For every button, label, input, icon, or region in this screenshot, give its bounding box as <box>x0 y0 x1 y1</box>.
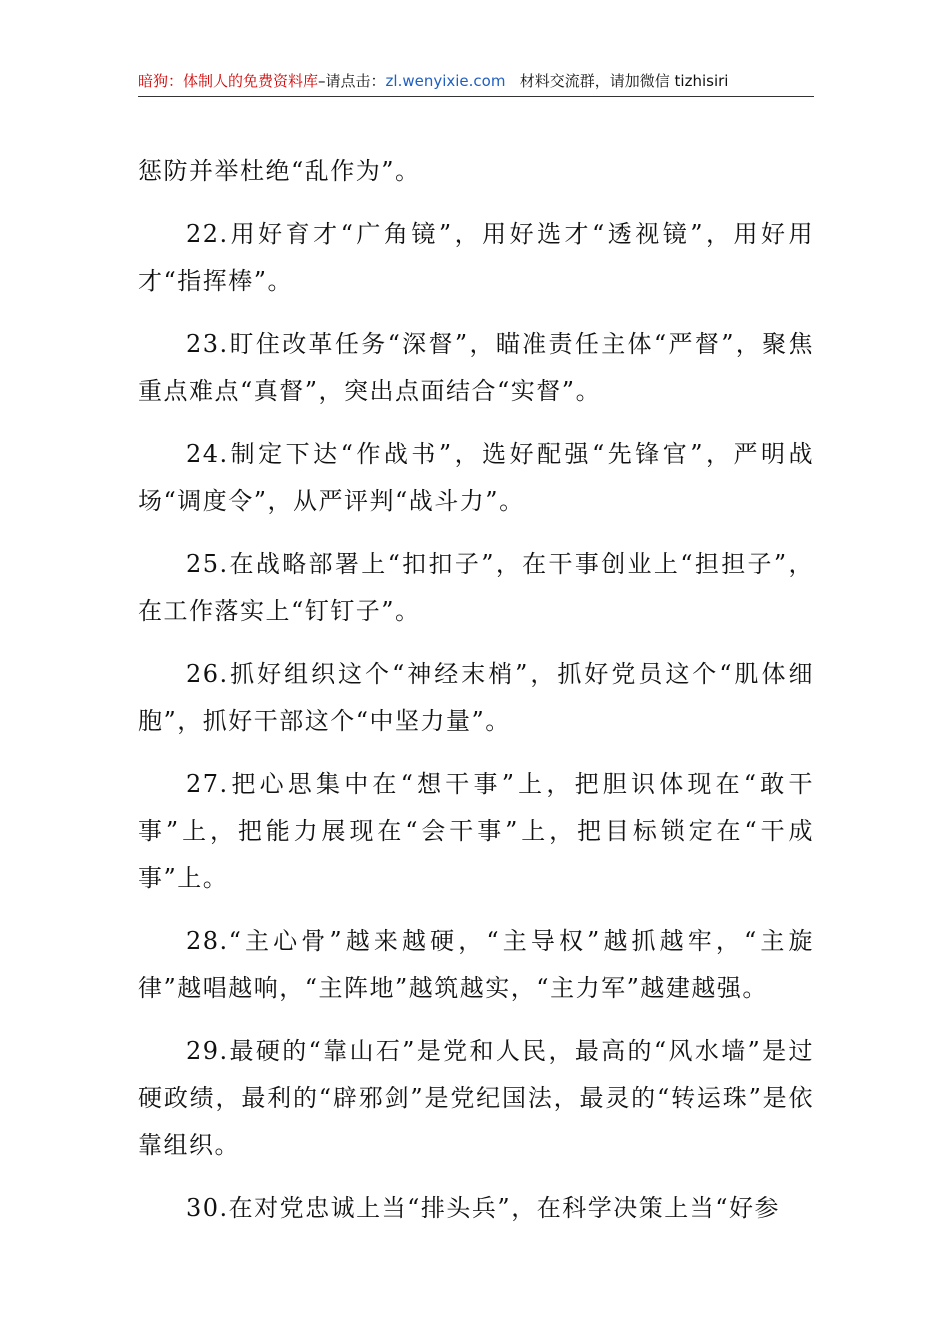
paragraph-23: 23.盯住改革任务“深督”，瞄准责任主体“严督”，聚焦重点难点“真督”，突出点面结合“实督”。 <box>138 330 814 405</box>
header-link-prefix: –请点击： <box>318 72 386 90</box>
paragraph-27: 27.把心思集中在“想干事”上，把胆识体现在“敢干事”上，把能力展现在“会干事”上，把目标锁定在“干成事”上。 <box>138 770 814 892</box>
header-wechat-note: 材料交流群，请加微信 tizhisiri <box>519 72 729 90</box>
header-link[interactable]: zl.wenyixie.com <box>385 72 506 90</box>
paragraph-22: 22.用好育才“广角镜”，用好选才“透视镜”，用好用才“指挥棒”。 <box>138 220 814 295</box>
paragraph-25: 25.在战略部署上“扣扣子”，在干事创业上“担担子”，在工作落实上“钉钉子”。 <box>138 550 814 625</box>
paragraph-continued: 惩防并举杜绝“乱作为”。 <box>138 157 421 185</box>
paragraph-24: 24.制定下达“作战书”，选好配强“先锋官”，严明战场“调度令”，从严评判“战斗力”。 <box>138 440 814 515</box>
paragraph-30: 30.在对党忠诚上当“排头兵”，在科学决策上当“好参 <box>186 1194 780 1222</box>
header-site-name: 暗狗：体制人的免费资料库 <box>138 72 319 90</box>
document-body <box>138 148 814 1248</box>
paragraph-29: 29.最硬的“靠山石”是党和人民，最高的“风水墙”是过硬政绩，最利的“辟邪剑”是党纪国法，最灵的“转运珠”是依靠组织。 <box>138 1037 814 1159</box>
page-header <box>138 70 814 97</box>
paragraph-28: 28.“主心骨”越来越硬，“主导权”越抓越牢，“主旋律”越唱越响，“主阵地”越筑越实，“主力军”越建越强。 <box>138 927 814 1002</box>
paragraph-26: 26.抓好组织这个“神经末梢”，抓好党员这个“肌体细胞”，抓好干部这个“中坚力量”。 <box>138 660 814 735</box>
